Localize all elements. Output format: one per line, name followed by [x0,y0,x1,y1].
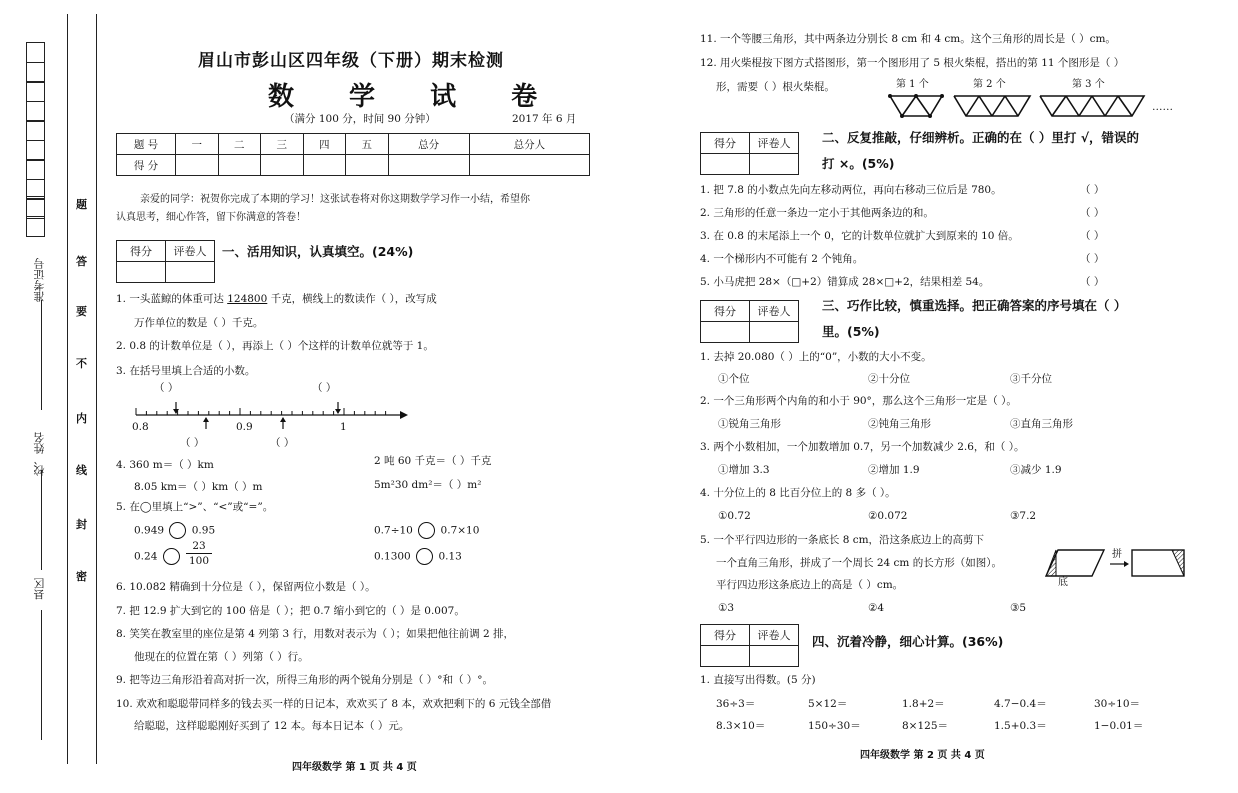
grader-box-3 [700,300,799,343]
calc-item[interactable]: 4.7−0.4＝ [994,698,1047,710]
compare-c [134,548,182,565]
grader-box-4 [700,624,799,667]
score-table-header: 题 号 [117,134,176,155]
score-row-label: 得 分 [117,155,176,176]
question-4b: 2 吨 60 千克＝（ ）千克 [374,455,492,467]
figure-pin-label: 拼 [1112,549,1122,560]
question-5: 5. 在◯里填上“>”、“<”或“=”。 [116,501,274,513]
judge-item: 2. 三角形的任意一条边一定小于其他两条边的和。 [700,207,934,219]
section-2-title-line2: 打 ×。(5%) [822,156,895,171]
score-cell[interactable] [176,155,219,176]
question-2: 2. 0.8 的计数单位是（ ），再添上（ ）个这样的计数单位就等于 1。 [116,340,434,352]
question-9: 9. 把等边三角形沿着高对折一次，所得三角形的两个锐角分别是（ ）°和（ ）°。 [116,674,494,686]
section-2-title: 二、反复推敲，仔细辨析。正确的在（ ）里打 √，错误的 [822,130,1140,145]
judge-answer-paren[interactable]: （ ） [1080,276,1105,288]
choice-option: ①个位 [718,373,750,385]
number-line-paren: （ ） [180,437,205,449]
score-table-header: 二 [218,134,261,155]
compare-left: 0.949 [134,524,165,537]
calc-item[interactable]: 1.8+2＝ [902,698,945,710]
seal-char: 内 [76,412,87,425]
grader-name-cell[interactable] [750,154,799,175]
exam-number-line [41,300,42,410]
grader-name-cell[interactable] [750,646,799,667]
calc-item[interactable]: 8×125＝ [902,720,949,732]
choice-question-3: 3. 两个小数相加，一个加数增加 0.7，另一个加数减少 2.6，和（ ）。 [700,441,1025,453]
compare-left: 0.7÷10 [374,524,413,537]
section-4-title: 四、沉着冷静，细心计算。(36%) [812,634,1004,649]
score-cell[interactable] [469,155,589,176]
section-3-title-line2: 里。(5%) [822,324,880,339]
county-label: 县区 [33,578,46,600]
choice-question-4: 4. 十分位上的 8 比百分位上的 8 多（ ）。 [700,487,896,499]
question-6: 6. 10.082 精确到十分位是（ ），保留两位小数是（ ）。 [116,581,376,593]
question-10: 10. 欢欢和聪聪带同样多的钱去买一样的日记本，欢欢买了 8 本，欢欢把剩下的 6 元钱全部借 [116,698,552,710]
question-7: 7. 把 12.9 扩大到它的 100 倍是（ ）；把 0.7 缩小到它的（ ）是 0.007。 [116,605,465,617]
question-1-line2: 万作单位的数是（ ）千克。 [134,317,264,329]
grader-label: 评卷人 [750,133,799,154]
compare-a [134,522,215,539]
grader-label: 评卷人 [166,241,215,262]
compare-circle[interactable] [163,548,180,565]
choice-option: ③千分位 [1010,373,1052,385]
exam-title: 眉山市彭山区四年级（下册）期末检测 [198,51,504,71]
seal-char: 线 [76,464,87,477]
exam-date: 2017 年 6 月 [512,113,577,125]
choice-option: ①3 [718,602,735,614]
choice-option: ①0.72 [718,510,751,522]
choice-option: ②0.072 [868,510,908,522]
choice-option: ②增加 1.9 [868,464,920,476]
choice-question-5-line3: 平行四边形这条底边上的高是（ ）cm。 [716,579,904,591]
grader-name-cell[interactable] [166,262,215,283]
compare-b [374,522,479,539]
question-12-line2: 形，需要（ ）根火柴棍。 [716,81,835,93]
grader-score-label: 得分 [701,301,750,322]
county-line [41,610,42,740]
q1-part-a: 1. 一头蓝鲸的体重可达 [116,293,224,305]
compare-right: 0.7×10 [440,524,480,537]
choice-option: ②钝角三角形 [868,418,931,430]
seal-line-inner [96,14,97,764]
compare-circle[interactable] [416,548,433,565]
calc-item[interactable]: 30÷10＝ [1094,698,1141,710]
choice-option: ②十分位 [868,373,910,385]
school-name-line [41,470,42,570]
question-8: 8. 笑笑在教室里的座位是第 4 列第 3 行，用数对表示为（ ）；如果把他往前调 2 排， [116,628,515,640]
calc-item[interactable]: 36÷3＝ [716,698,756,710]
score-table-header: 总分人 [469,134,589,155]
choice-question-5-line2: 一个直角三角形，拼成了一个周长 24 cm 的长方形（如图）。 [716,557,1002,569]
question-10-line2: 给聪聪，这样聪聪刚好买到了 12 本。每本日记本（ ）元。 [134,720,410,732]
score-cell[interactable] [261,155,304,176]
grader-label: 评卷人 [750,301,799,322]
question-11: 11. 一个等腰三角形，其中两条边分别长 8 cm 和 4 cm。这个三角形的周长是（ ）cm。 [700,33,1116,45]
question-4d: 5m²30 dm²＝（ ）m² [374,479,482,491]
number-line-tick-label: 1 [340,421,347,433]
seal-char: 要 [76,305,87,318]
number-line-tick-label: 0.9 [236,421,253,433]
judge-answer-paren[interactable]: （ ） [1080,230,1105,242]
choice-option: ①增加 3.3 [718,464,770,476]
grader-score-label: 得分 [701,625,750,646]
exam-subtitle: 数 学 试 卷 [268,82,561,112]
grader-score-label: 得分 [117,241,166,262]
fraction-denominator: 100 [188,555,210,567]
intro-line: 亲爱的同学：祝贺你完成了本期的学习！这张试卷将对你这期数学学习作一小结，希望你 [140,194,530,205]
judge-item: 1. 把 7.8 的小数点先向左移动两位，再向右移动三位后是 780。 [700,184,1002,196]
figure-base-label: 底 [1058,577,1068,588]
school-name-label: 校、姓名 [33,432,46,476]
matchstick-label: 第 1 个 [896,79,929,90]
number-line-paren: （ ） [270,437,295,449]
compare-circle[interactable] [169,522,186,539]
grader-score-label: 得分 [701,133,750,154]
section-3-title: 三、巧作比较，慎重选择。把正确答案的序号填在（ ） [822,298,1127,313]
seal-char: 不 [76,357,87,370]
grader-box-1 [116,240,215,283]
number-line-tick-label: 0.8 [132,421,149,433]
compare-left: 0.1300 [374,550,411,563]
seal-char: 封 [76,518,87,531]
question-4c: 8.05 km＝（ ）km（ ）m [134,481,263,493]
score-table-header: 一 [176,134,219,155]
calc-item[interactable]: 1.5+0.3＝ [994,720,1047,732]
matchstick-ellipsis: …… [1152,101,1173,113]
choice-option: ③直角三角形 [1010,418,1073,430]
choice-option: ③5 [1010,602,1027,614]
compare-left: 0.24 [134,550,158,563]
judge-item: 3. 在 0.8 的末尾添上一个 0，它的计数单位就扩大到原来的 10 倍。 [700,230,1019,242]
exam-number-label: 准考证号 [33,258,46,302]
question-12: 12. 用火柴棍按下图方式搭图形，第一个图形用了 5 根火柴棍，搭出的第 11 个图形是（ ） [700,57,1125,69]
calc-item[interactable]: 8.3×10＝ [716,720,766,732]
q1-part-b: 千克，横线上的数读作（ ），改写成 [270,293,437,305]
judge-answer-paren[interactable]: （ ） [1080,184,1105,196]
matchstick-figure [880,92,1160,122]
grader-score-cell[interactable] [701,322,750,343]
number-line-paren: （ ） [154,382,179,394]
page-1-footer: 四年级数学 第 1 页 共 4 页 [292,762,417,773]
compare-right: 0.95 [191,524,216,537]
score-table-header: 五 [346,134,389,155]
matchstick-label: 第 2 个 [973,79,1006,90]
calc-item[interactable]: 1−0.01＝ [1094,720,1144,732]
judge-answer-paren[interactable]: （ ） [1080,207,1105,219]
score-table-header: 三 [261,134,304,155]
choice-question-1: 1. 去掉 20.080（ ）上的“0”，小数的大小不变。 [700,351,932,363]
seal-char: 题 [76,198,87,211]
score-table [116,133,590,176]
choice-option: ③7.2 [1010,510,1037,522]
judge-answer-paren[interactable]: （ ） [1080,253,1105,265]
calc-item[interactable]: 150÷30＝ [808,720,861,732]
judge-item: 5. 小马虎把 28×（□+2）错算成 28×□+2，结果相差 54。 [700,276,990,288]
seal-char: 密 [76,570,87,583]
score-table-header: 总分 [388,134,469,155]
exam-number-boxes-lower[interactable] [26,196,45,237]
page-2-footer: 四年级数学 第 2 页 共 4 页 [860,750,985,761]
number-line-paren: （ ） [312,382,337,394]
grader-label: 评卷人 [750,625,799,646]
section-1-title: 一、活用知识，认真填空。(24%) [222,244,414,259]
grader-score-cell[interactable] [701,154,750,175]
choice-question-2: 2. 一个三角形两个内角的和小于 90°，那么这个三角形一定是（ ）。 [700,395,1017,407]
judge-item: 4. 一个梯形内不可能有 2 个钝角。 [700,253,864,265]
question-3: 3. 在括号里填上合适的小数。 [116,365,256,377]
compare-right: 0.13 [438,550,462,563]
calc-item[interactable]: 5×12＝ [808,698,848,710]
grader-score-cell[interactable] [117,262,166,283]
question-8-line2: 他现在的位置在第（ ）列第（ ）行。 [134,651,309,663]
fraction-numerator: 23 [186,540,212,554]
matchstick-label: 第 3 个 [1072,79,1105,90]
grader-name-cell[interactable] [750,322,799,343]
choice-question-5: 5. 一个平行四边形的一条底长 8 cm，沿这条底边上的高剪下 [700,534,985,546]
seal-char: 答 [76,255,87,268]
grader-score-cell[interactable] [701,646,750,667]
fraction [186,540,212,568]
choice-option: ③减少 1.9 [1010,464,1062,476]
score-cell[interactable] [388,155,469,176]
calc-question-1: 1. 直接写出得数。(5 分) [700,674,816,686]
q1-number: 124800 [227,293,268,305]
compare-d [374,548,462,565]
seal-line-outer [67,14,68,764]
score-table-header: 四 [303,134,346,155]
exam-info: （满分 100 分，时间 90 分钟） [284,113,436,125]
score-cell[interactable] [218,155,261,176]
choice-option: ①锐角三角形 [718,418,781,430]
question-1 [116,292,437,306]
compare-circle[interactable] [418,522,435,539]
grader-box-2 [700,132,799,175]
exam-number-boxes[interactable] [26,42,45,218]
choice-option: ②4 [868,602,885,614]
intro-line: 认真思考，细心作答，留下你满意的答卷！ [116,212,306,223]
question-4a: 4. 360 m＝（ ）km [116,459,214,471]
score-cell[interactable] [346,155,389,176]
score-cell[interactable] [303,155,346,176]
